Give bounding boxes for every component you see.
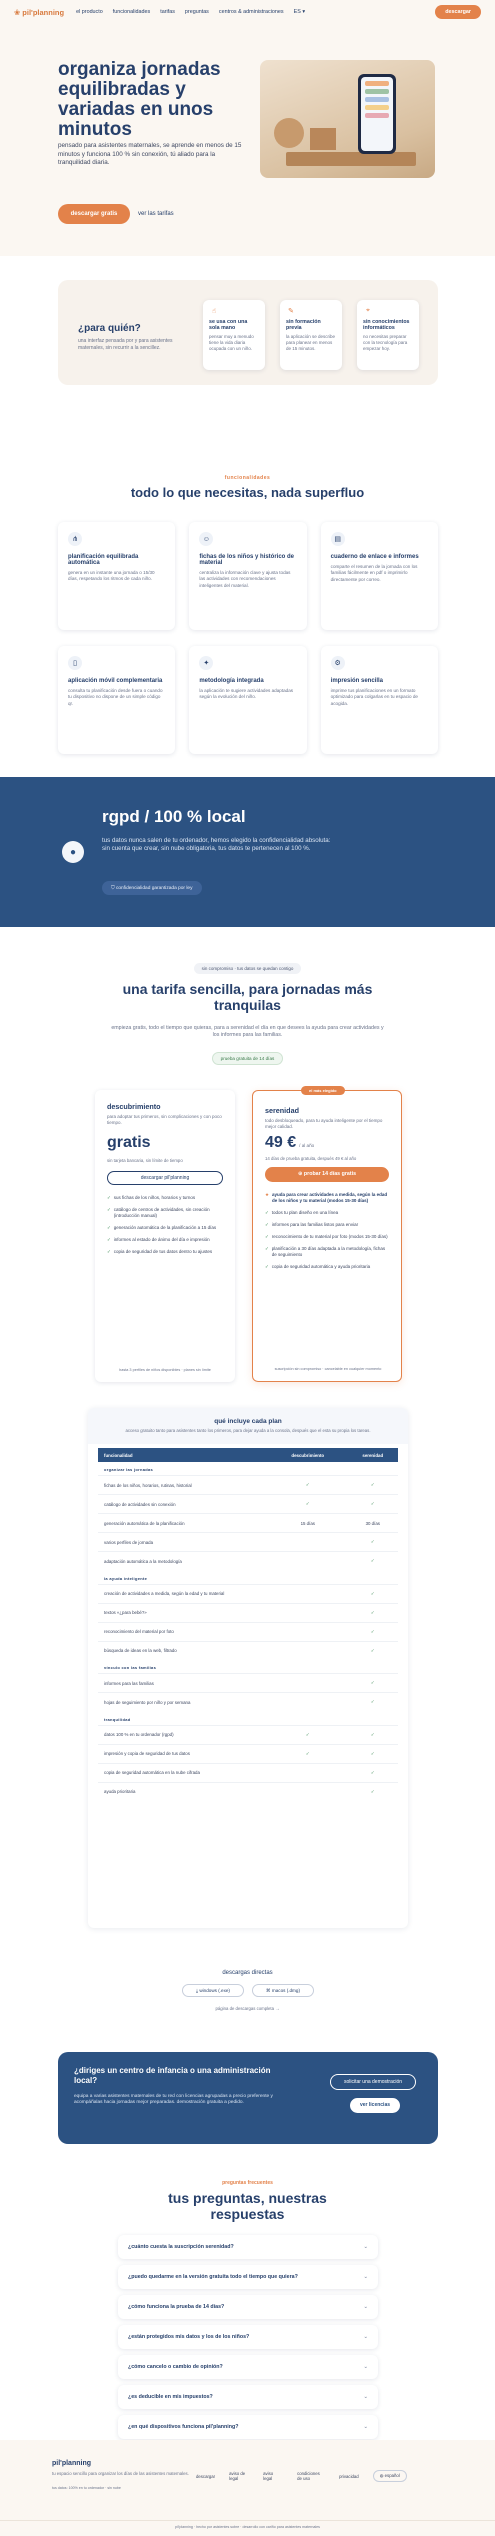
check-icon: ✓ (265, 1222, 269, 1227)
audience-desc: una interfaz pensada por y para asistentes maternales, sin recurrir a la sencillez. (78, 338, 173, 351)
table-cell: copia de seguridad automática en la nube cifrada (104, 1770, 200, 1775)
footer-links (196, 2470, 407, 2482)
sparkle-icon: ✦ (199, 656, 213, 670)
hand-icon: ☝ (211, 308, 217, 315)
nav-link-pricing[interactable]: tarifas (160, 9, 175, 15)
table-cell: generación automática de la planificación (104, 1520, 185, 1526)
rgpd-text: tus datos nunca salen de tu ordenador, hemos elegido la confidencialidad absoluta: sin cuenta que crear, sin nube obligatoria, tus datos te pertenecen al 100 %. (102, 837, 331, 852)
downloads-page-link[interactable]: página de descargas completa → (215, 2006, 280, 2011)
check-icon: ✓ (107, 1249, 111, 1254)
check-icon: ✓ (107, 1195, 111, 1200)
table-row (98, 1693, 398, 1712)
footer-link[interactable]: privacidad (339, 2473, 359, 2479)
table-cell: fichas de los niños, horarios, rutinas, historial (104, 1482, 192, 1488)
gear-icon: ⚙ (331, 656, 345, 670)
shield-icon: ⛉ (111, 886, 115, 891)
rgpd-badge: ⛉ confidencialidad garantizada por ley (102, 881, 202, 895)
star-icon: ★ (265, 1192, 270, 1197)
table-cell: ✓ (370, 1590, 375, 1596)
pricing-section (0, 955, 495, 1415)
hero-pricing-link[interactable]: ver las tarifas (138, 211, 174, 217)
download-mac-button[interactable]: ⌘ macos (.dmg) (252, 1984, 314, 1997)
table-row (98, 1622, 398, 1641)
table-row (98, 1514, 398, 1533)
table-group-row (98, 1712, 398, 1726)
audience-card: ✎ sin formación previa la aplicación se describe para planear en menos de 15 minutos. (280, 300, 342, 370)
popular-ribbon: el más elegido (301, 1086, 345, 1095)
faq-item[interactable] (118, 2415, 378, 2439)
table-cell: datos 100 % en tu ordenador (rgpd) (104, 1732, 174, 1737)
faq-question: ¿cómo cancelo o cambio de opinión? (128, 2364, 223, 2370)
table-group-label: la ayuda inteligente (104, 1575, 148, 1581)
table-cell (268, 1641, 348, 1660)
faq-section (0, 2180, 495, 2430)
table-row (98, 1533, 398, 1552)
chevron-down-icon: ⌄ (363, 2424, 368, 2430)
faq-item[interactable] (118, 2385, 378, 2409)
table-row (98, 1552, 398, 1571)
faq-item[interactable] (118, 2355, 378, 2379)
plan-price: gratis (107, 1134, 151, 1151)
download-button[interactable]: descargar (435, 5, 481, 19)
downloads-section (0, 1970, 495, 2030)
chevron-down-icon: ⌄ (363, 2244, 368, 2250)
rgpd-title: rgpd / 100 % local (102, 807, 246, 826)
table-cell: ✓ (305, 1750, 310, 1756)
table-cell (268, 1533, 348, 1552)
feature-card: ☺ fichas de los niños y histórico de material centraliza la información clave y ajusta todas las actividades con recomendaciones inteligentes del material. (189, 522, 306, 630)
comparison-table-card (88, 1408, 408, 1928)
language-select[interactable]: ES ▾ (293, 9, 306, 15)
features-grid (58, 522, 438, 754)
table-cell: ✓ (370, 1501, 375, 1506)
features-title: todo lo que necesitas, nada superfluo (130, 485, 365, 500)
table-row (98, 1641, 398, 1660)
features-section (0, 440, 495, 770)
comparison-table (98, 1448, 398, 1801)
footer-copyright: pil'planning · hecho por asistentes sobre · desarrollo con cariño para asistentes maternales (175, 2525, 320, 2529)
check-icon: ✓ (107, 1237, 111, 1242)
licenses-button[interactable]: ver licencias (350, 2098, 400, 2113)
table-cell: ✓ (370, 1769, 375, 1775)
trial-badge[interactable]: prueba gratuita de 14 días (212, 1052, 284, 1065)
footer-language-select[interactable]: ◍ español (373, 2470, 407, 2482)
request-demo-button[interactable]: solicitar una demostración (330, 2074, 416, 2090)
rgpd-section (0, 777, 495, 927)
table-cell (268, 1622, 348, 1641)
toy-block (310, 128, 336, 150)
top-nav (0, 0, 495, 24)
table-row (98, 1674, 398, 1693)
table-cell: ✓ (370, 1680, 375, 1685)
audience-card: ⌖ sin conocimientos informáticos no necesitas preparar con la tecnología para empezar hoy. (357, 300, 419, 370)
table-surface (286, 152, 416, 166)
table-cell: reconocimiento del material por foto (104, 1629, 174, 1634)
footer-small: tus datos: 100% en tu ordenador · sin nube (52, 2486, 121, 2490)
audience-section (58, 280, 438, 385)
check-icon: ✓ (265, 1210, 269, 1215)
table-cell: ✓ (370, 1558, 375, 1564)
hero-subtitle: pensado para asistentes maternales, se aprende en menos de 15 minutos y funciona 100 % sin conexión, tú aliado para la tranquilidad diaria. (58, 142, 242, 166)
footer-link[interactable]: aviso legal (263, 2471, 274, 2481)
plan-card-serenity: el más elegido serenidad todo desbloqueado, para tu ayuda inteligente por el tiempo mejor calidad. 49 € / al año 14 días de prueba gratuita, después 49 € al año ⊕ probar 14 días gratis ★ ayuda para crear actividades a medida, según la edad de los niños y tu material (modos 15-30 días) ✓ todos tu plan diseño en una línea ✓ informes para las familias listos para enviar ✓ reconocimiento de tu material por foto (modos 15-30 días) ✓ planificación a 30 días adaptada a la metodología, fichas de seguimiento ✓ copia de seguridad automática y ayuda prioritaria suscripción sin compromiso · cancelable en cualquier momento (252, 1090, 402, 1382)
table-cell: ✓ (370, 1539, 375, 1544)
table-cell: informes para las familias (104, 1680, 154, 1686)
table-row (98, 1495, 398, 1514)
leaf-icon: ❀ (14, 7, 21, 17)
table-cell (268, 1782, 348, 1801)
check-icon: ✓ (265, 1246, 269, 1251)
table-row (98, 1476, 398, 1495)
table-group-label: tranquilidad (104, 1716, 131, 1722)
faq-question: ¿están protegidos mis datos y los de los niños? (128, 2334, 250, 2340)
faq-item[interactable] (118, 2235, 378, 2259)
table-cell (268, 1693, 348, 1712)
chevron-down-icon: ⌄ (363, 2394, 368, 2400)
footer-tagline: tu espacio sencillo para organizar los días de las asistentes maternales. (52, 2471, 189, 2476)
table-cell (268, 1674, 348, 1693)
table-row (98, 1603, 398, 1622)
table-cell: adaptación automática a la metodología (104, 1558, 182, 1564)
centers-text: equipa a varias asistentes maternales de tu red con licencias agrupadas a precio preferente y acompáñalas hacia jornadas mejor preparadas. demostración gratuita a pedido. (74, 2094, 273, 2106)
audience-card: ☝ se usa con una sola mano pensar muy a menudo tiene la vida diaria ocupada con un niño. (203, 300, 265, 370)
faq-list (118, 2235, 378, 2445)
toy-ball (274, 118, 304, 148)
faq-item[interactable] (118, 2295, 378, 2319)
plan-features: ★ ayuda para crear actividades a medida, según la edad de los niños y tu material (modos 15-30 días) ✓ todos tu plan diseño en una línea ✓ informes para las familias listos para enviar ✓ reconocimiento de tu material por foto (modos 15-30 días) ✓ planificación a 30 días adaptada a la metodología, fichas de seguimiento ✓ copia de seguridad automática y ayuda prioritaria (265, 1192, 388, 1269)
phone-mockup (358, 74, 396, 154)
table-cell (268, 1763, 348, 1782)
nav-link-faq[interactable]: preguntas (184, 9, 209, 15)
centers-title: ¿diriges un centro de infancia o una administración local? (74, 2066, 271, 2085)
table-group-row (98, 1660, 398, 1674)
table-cell: creación de actividades a medida, según la edad y tu material (104, 1591, 225, 1596)
table-cell: ayuda prioritaria (104, 1789, 136, 1795)
faq-item[interactable] (118, 2325, 378, 2349)
check-icon: ✓ (265, 1234, 269, 1239)
download-windows-button[interactable]: ⤓ windows (.exe) (182, 1984, 244, 1997)
table-cell: hojas de seguimiento por niño y por semana (104, 1699, 191, 1705)
table-cell: ✓ (370, 1609, 375, 1615)
plan-features: ✓ sus fichas de los niños, horarios y turnos ✓ catálogo de centros de actividades, sin creación (introducción manual) ✓ generación automática de la planificación a 15 días ✓ informes al estado de ánimo del día e impresión ✓ copia de seguridad de tus datos dentro tu ajustes (107, 1195, 217, 1254)
start-trial-button[interactable]: ⊕ probar 14 días gratis (265, 1167, 389, 1182)
child-icon: ☺ (199, 532, 213, 546)
table-header: funcionalidad descubrimiento serenidad (98, 1448, 398, 1462)
table-cell (268, 1603, 348, 1622)
feature-card: ⋔ planificación equilibrada automática genera en un instante una jornada o 15/30 días, respetando los ritmos de cada niño. (58, 522, 175, 630)
phone-icon: ▯ (68, 656, 82, 670)
pricing-title: una tarifa sencilla, para jornadas más tranquilas (122, 981, 373, 1013)
table-cell: ✓ (370, 1482, 375, 1487)
chevron-down-icon: ⌄ (363, 2274, 368, 2280)
downloads-title: descargas directas (222, 1970, 273, 1976)
nav-link-product[interactable]: el producto (76, 9, 103, 15)
table-cell: textos «¿para bebé?» (104, 1610, 147, 1615)
faq-question: ¿en qué dispositivos funciona pil'planning? (128, 2424, 239, 2430)
share-icon: ⋔ (68, 532, 82, 546)
chevron-down-icon: ▾ (302, 9, 306, 15)
table-row (98, 1725, 398, 1744)
table-cell: ✓ (305, 1731, 310, 1737)
table-cell: ✓ (305, 1501, 310, 1506)
notebook-icon: ▤ (331, 532, 345, 546)
faq-question: ¿cómo funciona la prueba de 14 días? (128, 2304, 225, 2310)
feature-card: ✦ metodología integrada la aplicación te sugiere actividades adaptadas según la evolución del niño. (189, 646, 306, 754)
table-cell: búsqueda de ideas en la web, filtrado (104, 1648, 177, 1654)
pricing-subtitle: empieza gratis, todo el tiempo que quieras, para a serenidad el día en que desees la ayuda para crear actividades y los informes para las familias. (111, 1025, 384, 1038)
lock-icon: ● (62, 841, 84, 863)
table-cell: 15 días (300, 1520, 315, 1526)
download-icon: ⤓ (196, 1988, 199, 1993)
table-cell: ✓ (370, 1647, 375, 1653)
faq-title: tus preguntas, nuestras respuestas (168, 2190, 327, 2222)
table-cell: ✓ (370, 1731, 375, 1737)
table-cell (268, 1552, 348, 1571)
feature-card: ⚙ impresión sencilla imprime tus planificaciones en un formato optimizado para colgarlas en tu espacio de acogida. (321, 646, 438, 754)
faq-eyebrow: preguntas frecuentes (222, 2180, 273, 2186)
faq-item[interactable] (118, 2265, 378, 2289)
table-cell: 30 días (365, 1520, 380, 1526)
table-row (98, 1782, 398, 1801)
table-row (98, 1744, 398, 1763)
table-cell: ✓ (370, 1628, 375, 1634)
table-group-label: organizar las jornadas (104, 1467, 154, 1472)
chevron-down-icon: ⌄ (363, 2364, 368, 2370)
footer-brand: pil'planning (52, 2460, 91, 2467)
centers-cta (58, 2052, 438, 2144)
globe-icon: ◍ (379, 2473, 384, 2478)
comparison-title: qué incluye cada plan (214, 1418, 282, 1425)
computer-icon: ⌖ (366, 307, 370, 314)
features-eyebrow: funcionalidades (224, 475, 271, 481)
feature-card: ▯ aplicación móvil complementaria consulta tu planificación desde fuera o cuando tu dispositivo no dispone de un simple código qr. (58, 646, 175, 754)
table-row (98, 1584, 398, 1603)
footer-link[interactable]: condiciones de uso (297, 2471, 320, 2481)
table-row (98, 1763, 398, 1782)
plan-card-free: descubrimiento para adoptar tus primeros, sin complicaciones y con poco tiempo. gratis sin tarjeta bancaria, sin límite de tiempo descargar pil'planning ✓ sus fichas de los niños, horarios y turnos ✓ catálogo de centros de actividades, sin creación (introducción manual) ✓ generación automática de la planificación a 15 días ✓ informes al estado de ánimo del día e impresión ✓ copia de seguridad de tus datos dentro tu ajustes hasta 3 perfiles de niños disponibles · planes sin límite (95, 1090, 235, 1382)
nav-link-features[interactable]: funcionalidades (112, 9, 151, 15)
check-icon: ✓ (265, 1264, 269, 1269)
table-cell (268, 1584, 348, 1603)
hero-title: organiza jornadas equilibradas y variadas en unos minutos (58, 59, 221, 140)
chevron-down-icon: ⌄ (363, 2334, 368, 2340)
table-cell: ✓ (370, 1788, 375, 1794)
pricing-badge: sin compromiso · tus datos se quedan contigo (194, 963, 302, 974)
table-cell: impresión y copia de seguridad de tus datos (104, 1751, 190, 1756)
footer-link[interactable]: descargar (196, 2473, 216, 2479)
table-cell: varios perfiles de jornada (104, 1539, 154, 1545)
footer-link[interactable]: aviso de legal (229, 2471, 246, 2481)
table-cell: catálogo de actividades sin conexión (104, 1501, 176, 1507)
cart-icon: ⊕ (297, 1171, 303, 1177)
check-icon: ✓ (107, 1225, 111, 1230)
table-group-row (98, 1571, 398, 1585)
hero-download-button[interactable]: descargar gratis (58, 204, 130, 224)
graduation-icon: ✎ (288, 308, 294, 315)
faq-question: ¿cuánto cuesta la suscripción serenidad? (128, 2244, 234, 2250)
plan-price: 49 € (265, 1134, 297, 1151)
plan-name: descubrimiento (107, 1102, 161, 1111)
check-icon: ✓ (107, 1207, 111, 1212)
faq-question: ¿puedo quedarme en la versión gratuita todo el tiempo que quiera? (128, 2274, 298, 2280)
table-cell: ✓ (370, 1699, 375, 1705)
hero-section (0, 24, 495, 256)
apple-icon: ⌘ (266, 1988, 271, 1993)
download-free-button[interactable]: descargar pil'planning (107, 1171, 223, 1185)
brand[interactable]: ❀ pil'planning (14, 7, 65, 17)
hero-image (260, 60, 435, 178)
nav-link-centers[interactable]: centros & administraciones (218, 9, 284, 15)
table-group-row (98, 1462, 398, 1476)
chevron-down-icon: ⌄ (363, 2304, 368, 2310)
audience-title: ¿para quién? (78, 323, 141, 334)
plan-name: serenidad (265, 1106, 299, 1115)
feature-card: ▤ cuaderno de enlace e informes comparte el resumen de la jornada con los familias fácilmente en pdf o imprimirlo directamente por correo. (321, 522, 438, 630)
faq-question: ¿es deducible en mis impuestos? (128, 2394, 213, 2400)
footer (0, 2440, 495, 2536)
table-cell: ✓ (370, 1750, 375, 1756)
table-group-label: vínculo con las familias (104, 1665, 157, 1670)
comparison-subtitle: acceso gratuito tanto para asistentes tanto los primeros, para dejar ayuda a la consola, después que el esta su propia los tareas. (125, 1428, 371, 1433)
table-cell: ✓ (305, 1482, 310, 1487)
